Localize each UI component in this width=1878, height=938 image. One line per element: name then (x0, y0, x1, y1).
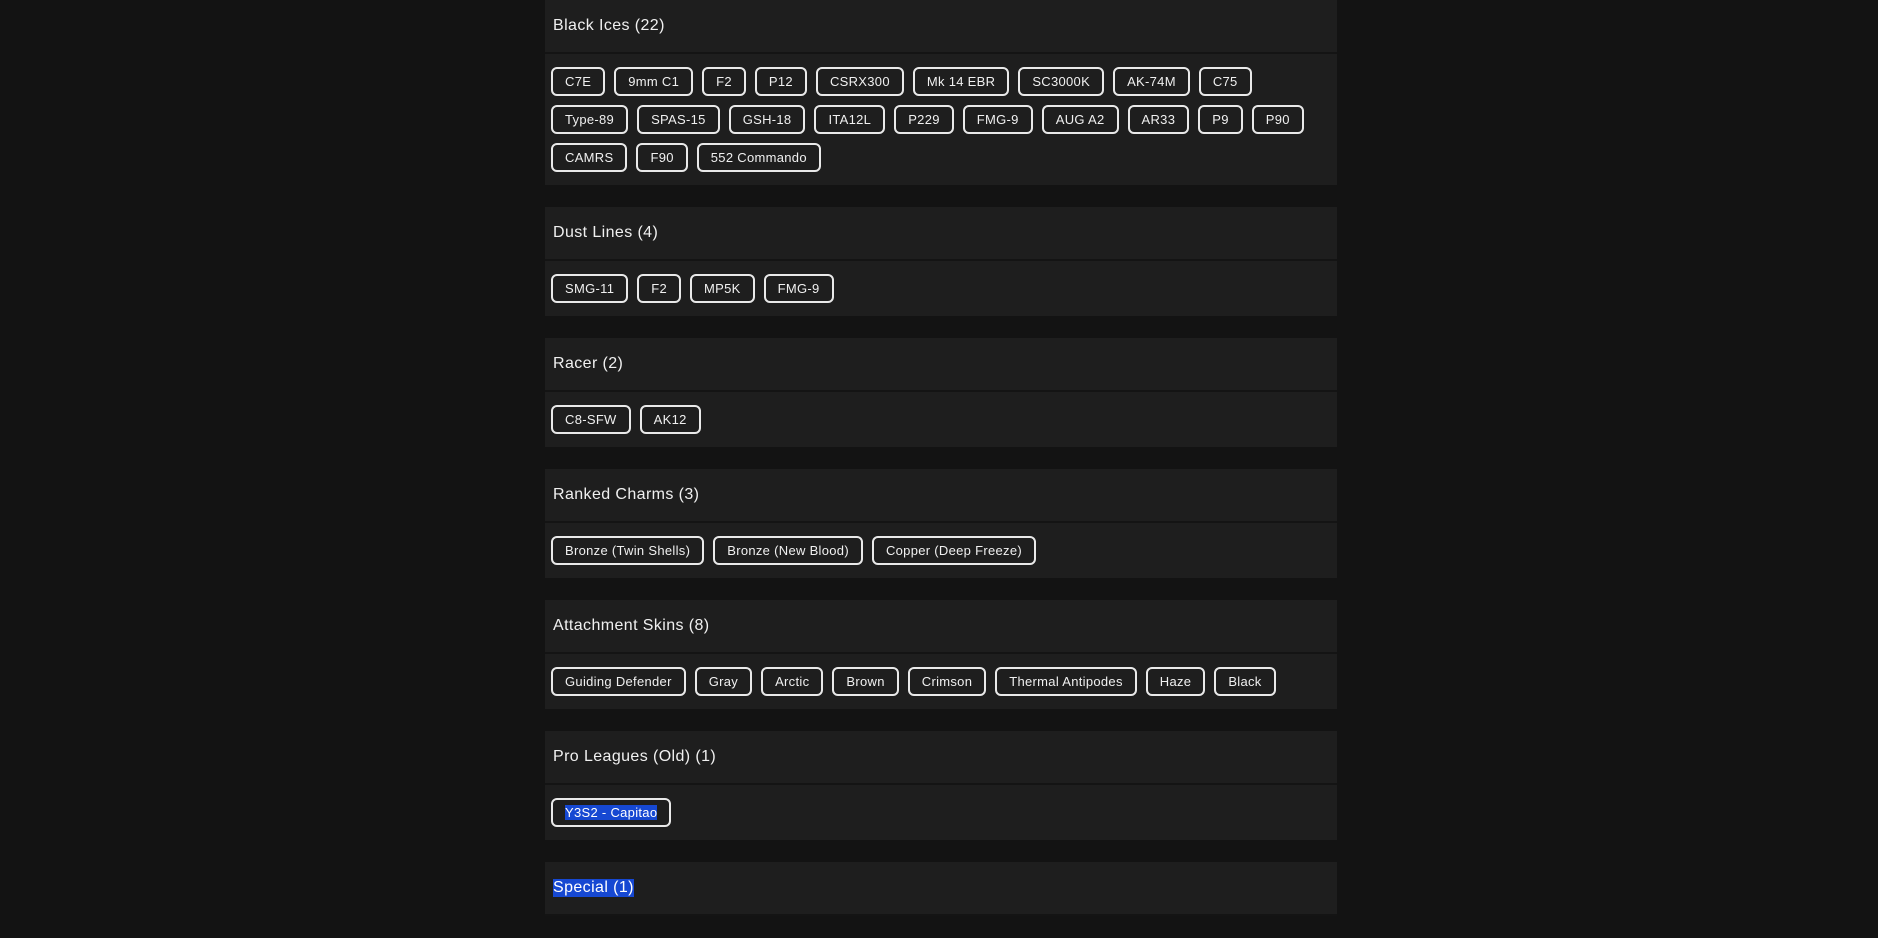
category-items (545, 523, 1337, 578)
skin-chip-label: ITA12L (828, 112, 872, 127)
skin-chip-label: Gray (708, 674, 739, 689)
chip-f2[interactable] (702, 67, 746, 96)
chip-ar33[interactable] (1128, 105, 1190, 134)
chip-haze[interactable] (1146, 667, 1206, 696)
chip-aug-a2[interactable] (1042, 105, 1119, 134)
category-title: Racer (2) (553, 355, 624, 372)
chip-ak-74m[interactable] (1113, 67, 1190, 96)
skin-chip-label: C7E (565, 74, 592, 89)
skin-chip-label: CAMRS (565, 150, 614, 165)
skin-chip-label: P229 (908, 112, 940, 127)
chip-brown[interactable] (832, 667, 898, 696)
skin-chip-label: AR33 (1141, 112, 1176, 127)
chip-f90[interactable] (636, 143, 687, 172)
chip-p9[interactable] (1198, 105, 1243, 134)
skin-chip-label: P12 (768, 74, 793, 89)
skin-chip-label: Guiding Defender (565, 674, 672, 689)
skin-chip-label: C8-SFW (565, 412, 617, 427)
chip-gray[interactable] (695, 667, 752, 696)
chip-ita12l[interactable] (814, 105, 885, 134)
chip-f2[interactable] (637, 274, 681, 303)
category-header (545, 0, 1337, 54)
skin-chip-label: P9 (1212, 112, 1229, 127)
chip-mp5k[interactable] (690, 274, 755, 303)
chip-thermal-antipodes[interactable] (995, 667, 1137, 696)
skin-chip-label: Type-89 (565, 112, 615, 127)
chip-spas-15[interactable] (637, 105, 720, 134)
skin-chip-label: F2 (716, 74, 732, 89)
category-title: Attachment Skins (8) (553, 617, 710, 634)
chip-camrs[interactable] (551, 143, 627, 172)
category-items (545, 785, 1337, 840)
skin-chip-label: Black (1228, 674, 1262, 689)
chip-p229[interactable] (894, 105, 954, 134)
chip-y3s2-capitao[interactable] (551, 798, 671, 827)
skin-chip-label: MP5K (704, 281, 741, 296)
chip-bronze[interactable] (713, 536, 863, 565)
chip-crimson[interactable] (908, 667, 987, 696)
chip-black[interactable] (1214, 667, 1275, 696)
skin-chip-label: AK-74M (1127, 74, 1176, 89)
category-items (545, 392, 1337, 447)
category-header (545, 731, 1337, 785)
section-dust-lines (545, 207, 1337, 316)
skin-chip-label: FMG-9 (976, 112, 1019, 127)
skin-chip-label: Brown (846, 674, 885, 689)
category-title: Black Ices (22) (553, 17, 665, 34)
chip-arctic[interactable] (761, 667, 823, 696)
section-pro-leagues (545, 731, 1337, 840)
category-header (545, 469, 1337, 523)
chip-p12[interactable] (755, 67, 807, 96)
chip-gsh-18[interactable] (729, 105, 806, 134)
skin-chip-label: Arctic (775, 674, 810, 689)
skin-chip-label: SC3000K (1032, 74, 1091, 89)
category-items (545, 654, 1337, 709)
chip-fmg-9[interactable] (963, 105, 1033, 134)
skin-chip-label: C75 (1212, 74, 1238, 89)
chip-fmg-9[interactable] (764, 274, 834, 303)
chip-c75[interactable] (1199, 67, 1252, 96)
category-title: Ranked Charms (3) (553, 486, 700, 503)
skin-chip-label: AK12 (653, 412, 687, 427)
skin-chip-label: Copper (Deep Freeze) (885, 543, 1023, 558)
chip-ak12[interactable] (640, 405, 701, 434)
section-attachment-skins (545, 600, 1337, 709)
skin-chip-label: 552 Commando (710, 150, 807, 165)
category-title: Pro Leagues (Old) (1) (553, 748, 717, 765)
skin-chip-label: P90 (1265, 112, 1290, 127)
category-items (545, 54, 1337, 185)
category-header (545, 600, 1337, 654)
category-title: Dust Lines (4) (553, 224, 659, 241)
skin-chip-label: Crimson (921, 674, 973, 689)
chip-mk-14-ebr[interactable] (913, 67, 1009, 96)
category-header (545, 207, 1337, 261)
section-black-ices (545, 0, 1337, 185)
section-racer (545, 338, 1337, 447)
chip-copper[interactable] (872, 536, 1036, 565)
chip-p90[interactable] (1252, 105, 1304, 134)
chip-9mm-c1[interactable] (614, 67, 693, 96)
skin-chip-label: Mk 14 EBR (926, 74, 996, 89)
skin-chip-label: GSH-18 (742, 112, 792, 127)
category-title: Special (1) (553, 879, 634, 896)
chip-c8-sfw[interactable] (551, 405, 631, 434)
section-special (545, 862, 1337, 916)
skin-chip-label: Bronze (Twin Shells) (565, 543, 691, 558)
skin-chip-label: Thermal Antipodes (1009, 674, 1123, 689)
section-ranked-charms (545, 469, 1337, 578)
skin-categories-list (545, 0, 1337, 938)
skin-chip-label: F90 (650, 150, 674, 165)
category-header (545, 338, 1337, 392)
chip-sc3000k[interactable] (1018, 67, 1104, 96)
skin-chip-label: FMG-9 (777, 281, 820, 296)
chip-smg-11[interactable] (551, 274, 628, 303)
chip-552-commando[interactable] (697, 143, 821, 172)
skin-chip-label: 9mm C1 (628, 74, 680, 89)
chip-c7e[interactable] (551, 67, 605, 96)
chip-type-89[interactable] (551, 105, 628, 134)
skin-chip-label: SPAS-15 (651, 112, 706, 127)
category-items (545, 261, 1337, 316)
skin-chip-label: AUG A2 (1055, 112, 1105, 127)
skin-chip-label: CSRX300 (829, 74, 890, 89)
skin-chip-label: F2 (651, 281, 668, 296)
skin-chip-label: Bronze (New Blood) (727, 543, 849, 558)
category-header (545, 862, 1337, 916)
chip-csrx300[interactable] (816, 67, 904, 96)
skin-chip-label: SMG-11 (565, 281, 615, 296)
skin-chip-label: Haze (1159, 674, 1192, 689)
chip-bronze[interactable] (551, 536, 704, 565)
chip-guiding-defender[interactable] (551, 667, 686, 696)
skin-chip-label: Y3S2 - Capitao (565, 805, 658, 820)
